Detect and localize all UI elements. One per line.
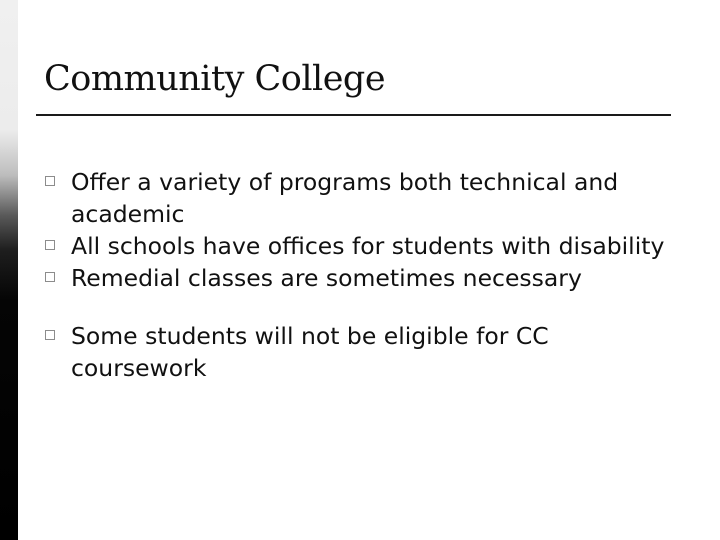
slide-title: Community College xyxy=(44,59,386,99)
bullet-text-disability-offices: All schools have offices for students with disability xyxy=(71,232,665,260)
left-decorative-bar xyxy=(0,0,18,540)
square-bullet-icon xyxy=(45,272,55,282)
square-bullet-icon xyxy=(45,176,55,186)
bullet-text-eligibility: Some students will not be eligible for CC coursework xyxy=(71,322,549,382)
bullet-list xyxy=(45,166,685,384)
bullet-item-eligibility xyxy=(45,320,685,384)
bullet-text-programs: Offer a variety of programs both technical and academic xyxy=(71,168,619,228)
title-underline-rule xyxy=(36,114,671,116)
bullet-item-disability-offices xyxy=(45,230,685,262)
bullet-item-remedial xyxy=(45,262,685,294)
bullet-item-programs xyxy=(45,166,685,230)
bullet-text-remedial: Remedial classes are sometimes necessary xyxy=(71,264,582,292)
square-bullet-icon xyxy=(45,240,55,250)
square-bullet-icon xyxy=(45,330,55,340)
